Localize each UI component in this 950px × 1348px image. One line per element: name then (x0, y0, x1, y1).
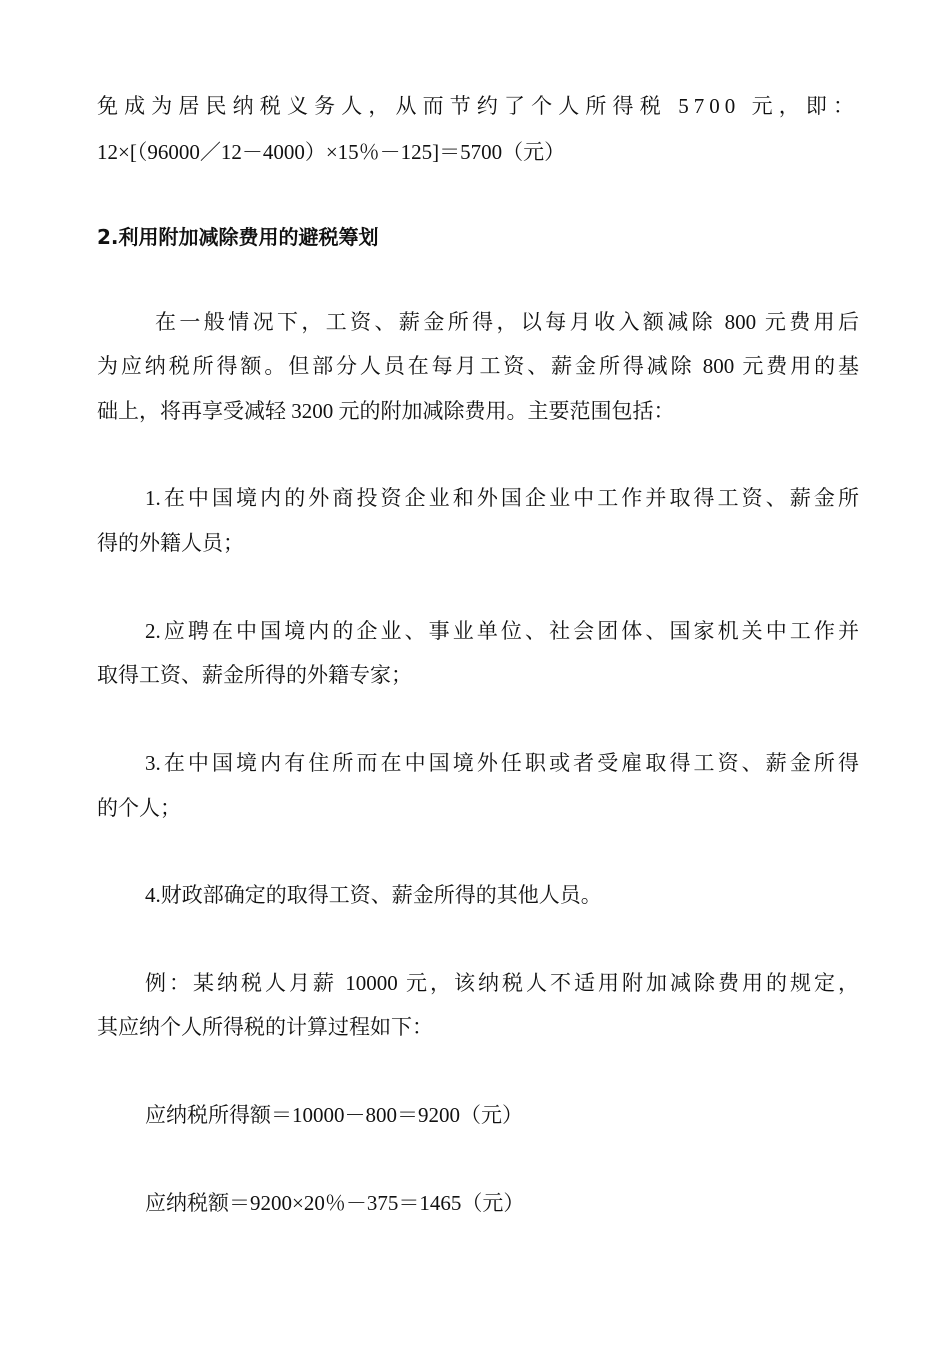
para1-line-3: 础上，将再享受减轻 3200 元的附加减除费用。主要范围包括： (97, 399, 675, 423)
item2-line-2: 取得工资、薪金所得的外籍专家； (97, 663, 412, 687)
section-heading: 2.利用附加减除费用的避税筹划 (97, 225, 379, 249)
para1-line-2: 为应纳税所得额。但部分人员在每月工资、薪金所得减除 800 元费用的基 (97, 354, 859, 378)
item4-line-1: 4.财政部确定的取得工资、薪金所得的其他人员。 (145, 883, 602, 907)
item1-line-2: 得的外籍人员； (97, 531, 244, 555)
item3-line-1: 3.在中国境内有住所而在中国境外任职或者受雇取得工资、薪金所得 (145, 751, 859, 775)
example-line-1: 例：某纳税人月薪 10000 元，该纳税人不适用附加减除费用的规定， (145, 971, 859, 995)
intro-line-1: 免成为居民纳税义务人，从而节约了个人所得税 5700 元，即： (97, 94, 859, 118)
calc-line-1: 应纳税所得额＝10000－800＝9200（元） (145, 1103, 523, 1127)
calc-line-2: 应纳税额＝9200×20％－375＝1465（元） (145, 1191, 525, 1215)
item3-line-2: 的个人； (97, 796, 181, 820)
item2-line-1: 2.应聘在中国境内的企业、事业单位、社会团体、国家机关中工作并 (145, 619, 859, 643)
item1-line-1: 1.在中国境内的外商投资企业和外国企业中工作并取得工资、薪金所 (145, 486, 859, 510)
example-line-2: 其应纳个人所得税的计算过程如下： (97, 1015, 433, 1039)
intro-line-2: 12×[（96000／12－4000）×15％－125]＝5700（元） (97, 140, 566, 164)
para1-line-1: 在一般情况下，工资、薪金所得，以每月收入额减除 800 元费用后 (155, 310, 859, 334)
